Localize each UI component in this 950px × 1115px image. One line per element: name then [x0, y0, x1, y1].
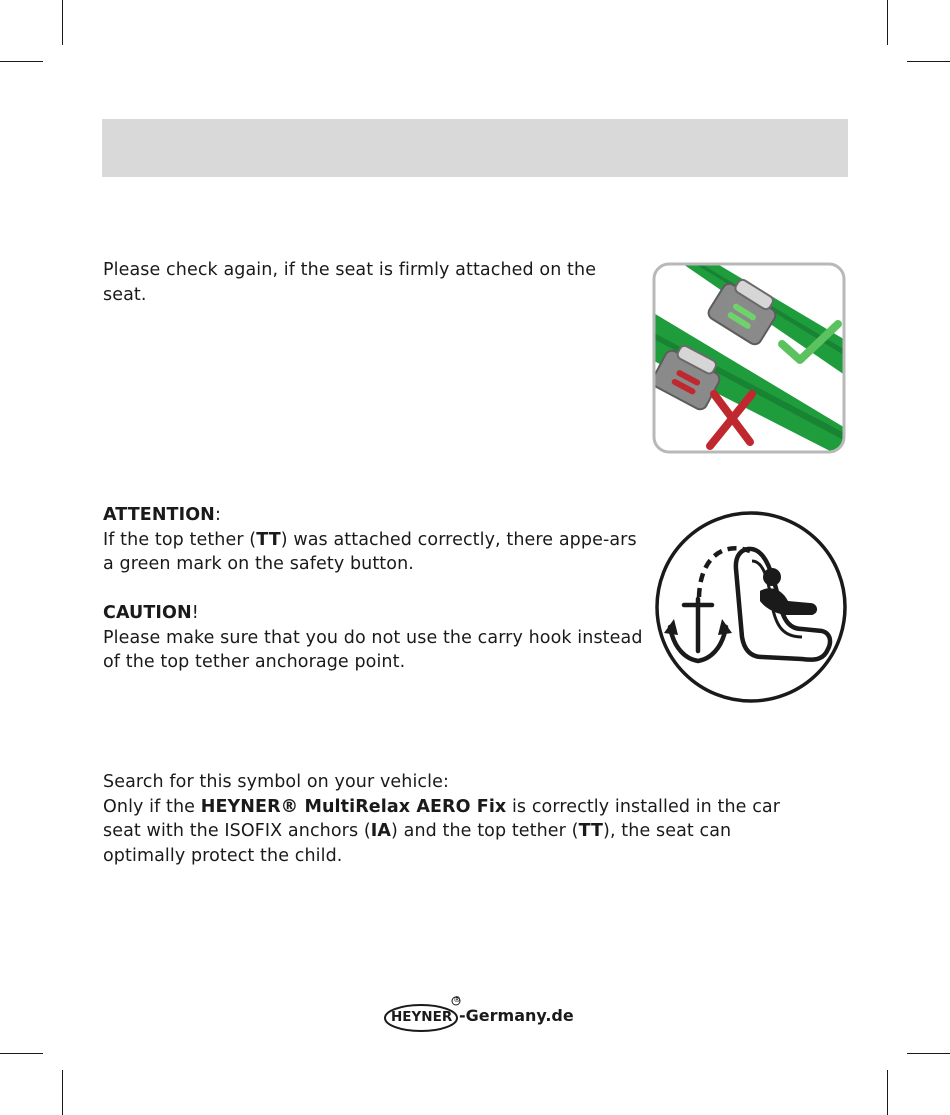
- attention-text-pre: If the top tether (: [103, 529, 257, 550]
- check-instruction-block: [103, 258, 625, 307]
- installation-note-end: ), the seat can optimally protect the child.: [103, 821, 732, 866]
- attention-label: ATTENTION: [103, 505, 215, 525]
- installation-note-pre: Only if the: [103, 796, 201, 817]
- crop-mark: [62, 0, 63, 45]
- attention-block: [103, 503, 648, 675]
- vehicle-symbol-block: [103, 770, 803, 868]
- attention-colon: :: [214, 505, 221, 525]
- crop-mark: [907, 61, 950, 62]
- crop-mark: [887, 1070, 888, 1115]
- logo-domain: -Germany.de: [459, 1006, 574, 1025]
- logo-brand: HEYNER: [391, 1009, 453, 1025]
- installation-note-between: ) and the top tether (: [391, 821, 579, 841]
- header-bar: [102, 119, 848, 177]
- isofix-anchor-label: IA: [370, 821, 392, 841]
- attention-text: [103, 528, 648, 577]
- buckle-check-illustration: [652, 262, 846, 454]
- heyner-logo: [383, 996, 573, 1034]
- installation-note: [103, 795, 795, 869]
- crop-mark: [0, 61, 43, 62]
- caution-text: Please make sure that you do not use the carry hook instead of the top tether anchorage point.: [103, 627, 643, 672]
- caution-label: CAUTION: [103, 603, 192, 623]
- logo-registered: ®: [453, 995, 461, 1004]
- attention-text-post: ) was attached correctly, there appe-ars a green mark on the safety button.: [103, 529, 637, 574]
- installation-note-mid: is correctly installed in the car seat with the ISOFIX anchors (: [103, 796, 781, 841]
- check-instruction-text: Please check again, if the seat is firmly attached on the seat.: [103, 260, 597, 305]
- attention-heading: [103, 503, 648, 528]
- product-name: HEYNER® MultiRelax AERO Fix: [200, 796, 507, 817]
- caution-heading: [103, 601, 648, 626]
- caution-mark: !: [191, 603, 199, 623]
- crop-mark: [62, 1070, 63, 1115]
- crop-mark: [0, 1053, 43, 1054]
- attention-tt: TT: [256, 529, 281, 550]
- crop-mark: [887, 0, 888, 45]
- top-tether-label: TT: [578, 821, 604, 841]
- search-symbol-line: Search for this symbol on your vehicle:: [103, 772, 449, 792]
- top-tether-symbol-icon: [652, 509, 850, 705]
- crop-mark: [907, 1053, 950, 1054]
